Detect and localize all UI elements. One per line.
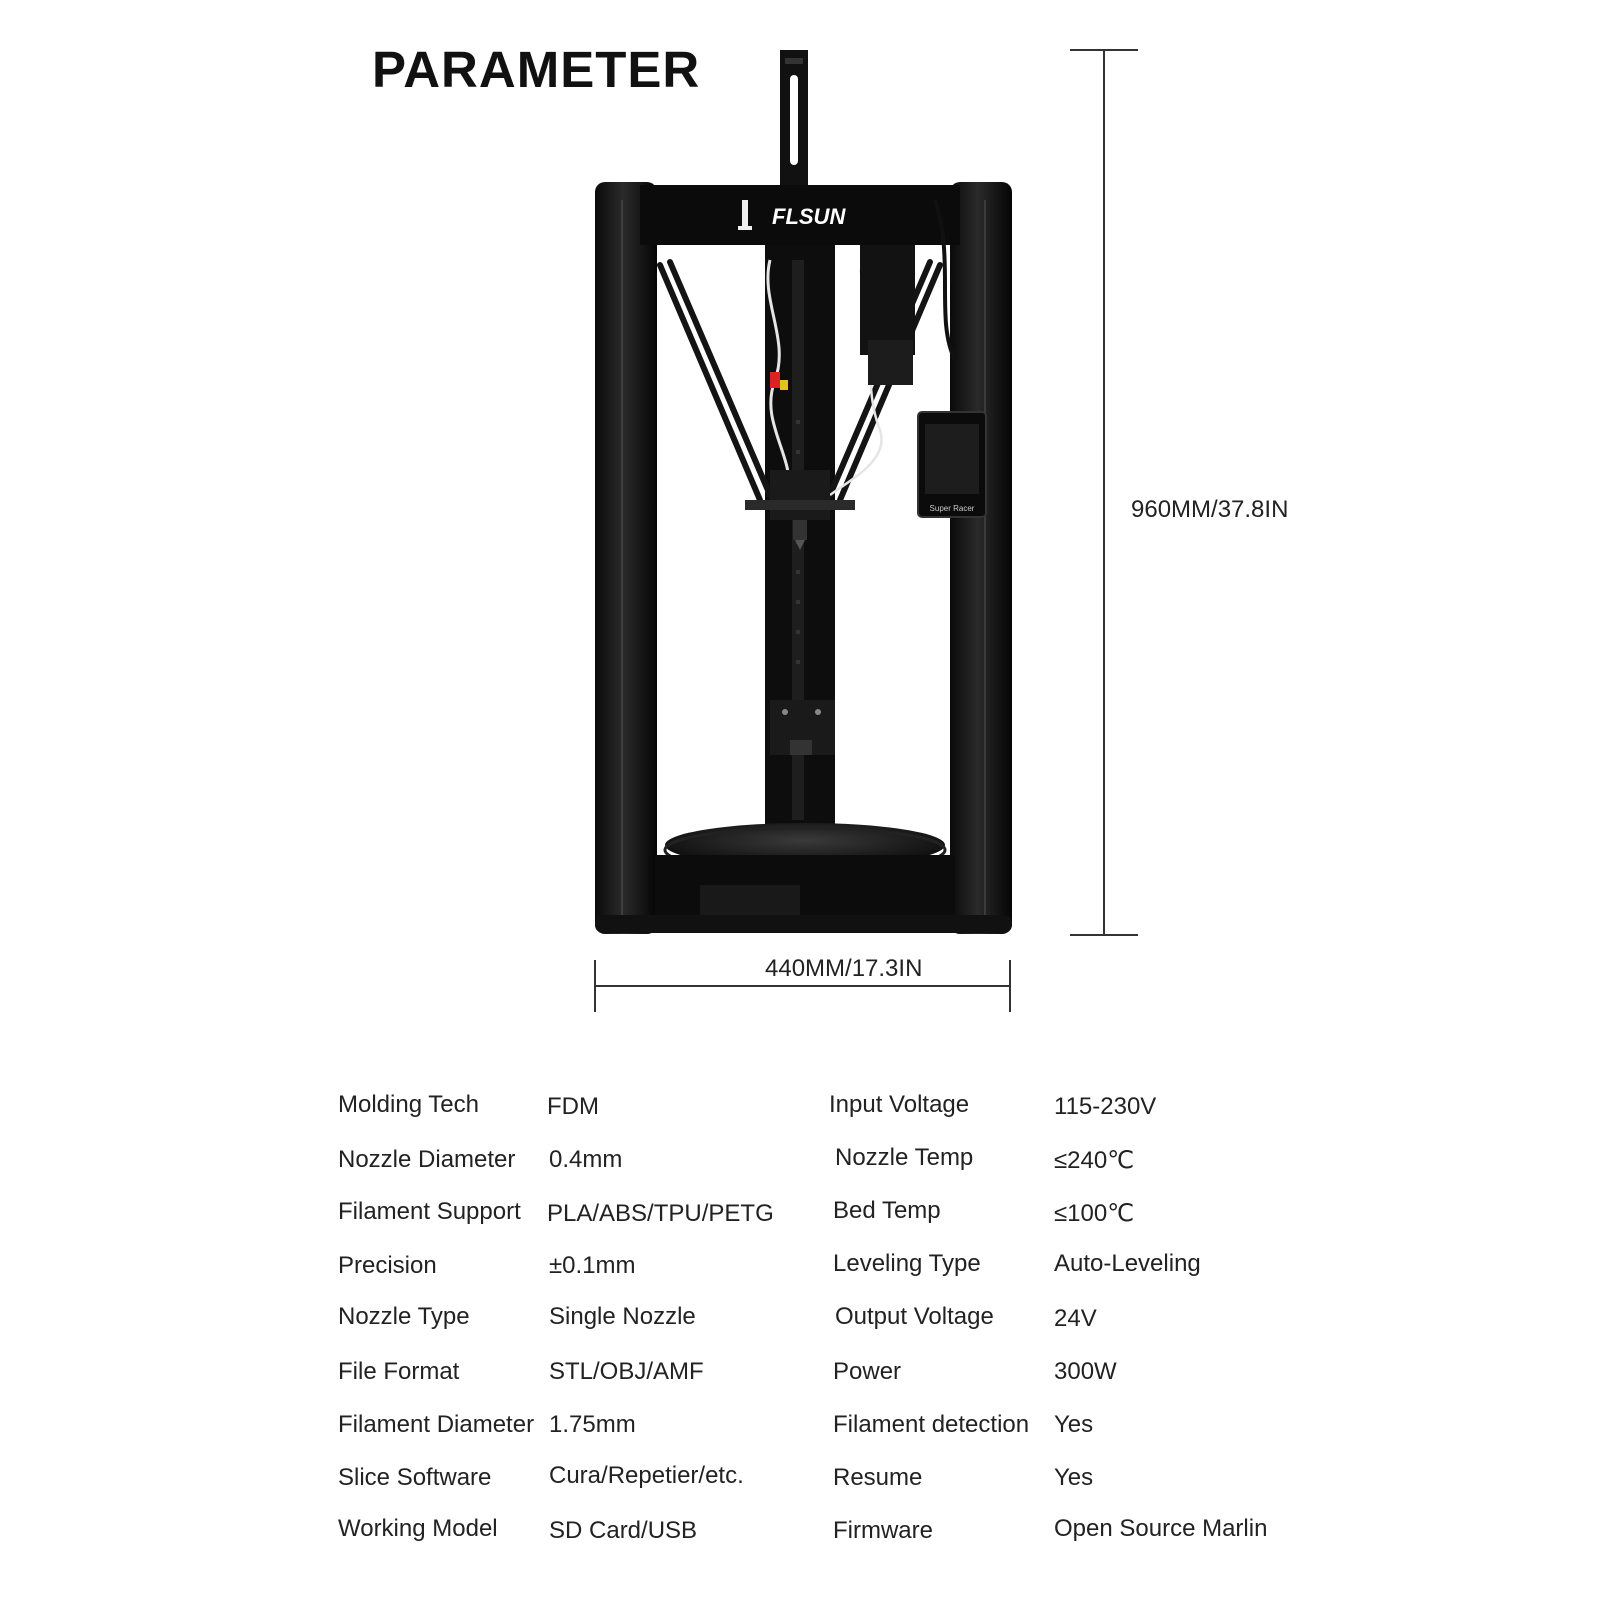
- specs-table: [0, 1080, 1601, 1560]
- height-dimension-label: 960MM/37.8IN: [1131, 496, 1289, 523]
- spec-value: PLA/ABS/TPU/PETG: [547, 1200, 774, 1227]
- spec-value: SD Card/USB: [549, 1517, 698, 1544]
- spec-value: Yes: [1054, 1411, 1094, 1438]
- spec-label: Leveling Type: [833, 1250, 981, 1277]
- spec-label: Firmware: [833, 1517, 933, 1544]
- spec-label: Molding Tech: [338, 1091, 479, 1118]
- spec-value: 115-230V: [1054, 1093, 1157, 1120]
- spec-label: Filament Diameter: [338, 1411, 535, 1438]
- spec-value: 0.4mm: [549, 1146, 623, 1173]
- svg-text:Super Racer: Super Racer: [929, 504, 975, 513]
- spec-label: Bed Temp: [833, 1197, 941, 1224]
- spec-value: Yes: [1054, 1464, 1094, 1491]
- spec-label: Output Voltage: [835, 1303, 994, 1330]
- spec-label: Power: [833, 1358, 902, 1385]
- spec-value: ±0.1mm: [549, 1252, 636, 1279]
- spec-label: Nozzle Diameter: [338, 1146, 516, 1173]
- spec-label: Working Model: [338, 1515, 498, 1542]
- spec-value: FDM: [547, 1093, 599, 1120]
- extruder: [860, 245, 915, 355]
- left-post: [595, 182, 657, 934]
- spec-label: Precision: [338, 1252, 437, 1279]
- hotend: [770, 470, 830, 520]
- spec-label: Nozzle Temp: [835, 1144, 974, 1171]
- right-post: [950, 182, 1012, 934]
- spec-label: Input Voltage: [829, 1091, 970, 1118]
- height-dimension-line: [1070, 50, 1138, 935]
- spec-label: Filament detection: [833, 1411, 1030, 1438]
- page-title: PARAMETER: [372, 41, 701, 98]
- spec-label: Filament Support: [338, 1198, 521, 1225]
- touchscreen: [918, 412, 986, 517]
- spec-value: STL/OBJ/AMF: [549, 1358, 704, 1385]
- spec-label: Nozzle Type: [338, 1303, 470, 1330]
- width-dimension-label: 440MM/17.3IN: [765, 955, 923, 982]
- spec-value: ≤240℃: [1054, 1147, 1135, 1174]
- spec-value: Cura/Repetier/etc.: [549, 1462, 744, 1489]
- spec-value: Open Source Marlin: [1054, 1515, 1268, 1542]
- spec-value: ≤100℃: [1054, 1200, 1135, 1227]
- spec-value: 300W: [1054, 1358, 1117, 1385]
- svg-text:FLSUN: FLSUN: [772, 204, 846, 229]
- spec-value: 1.75mm: [549, 1411, 636, 1438]
- spec-value: Single Nozzle: [549, 1303, 696, 1330]
- spec-label: Resume: [833, 1464, 923, 1491]
- spec-label: Slice Software: [338, 1464, 492, 1491]
- spec-value: 24V: [1054, 1305, 1097, 1332]
- spec-value: Auto-Leveling: [1054, 1250, 1201, 1277]
- spec-label: File Format: [338, 1358, 460, 1385]
